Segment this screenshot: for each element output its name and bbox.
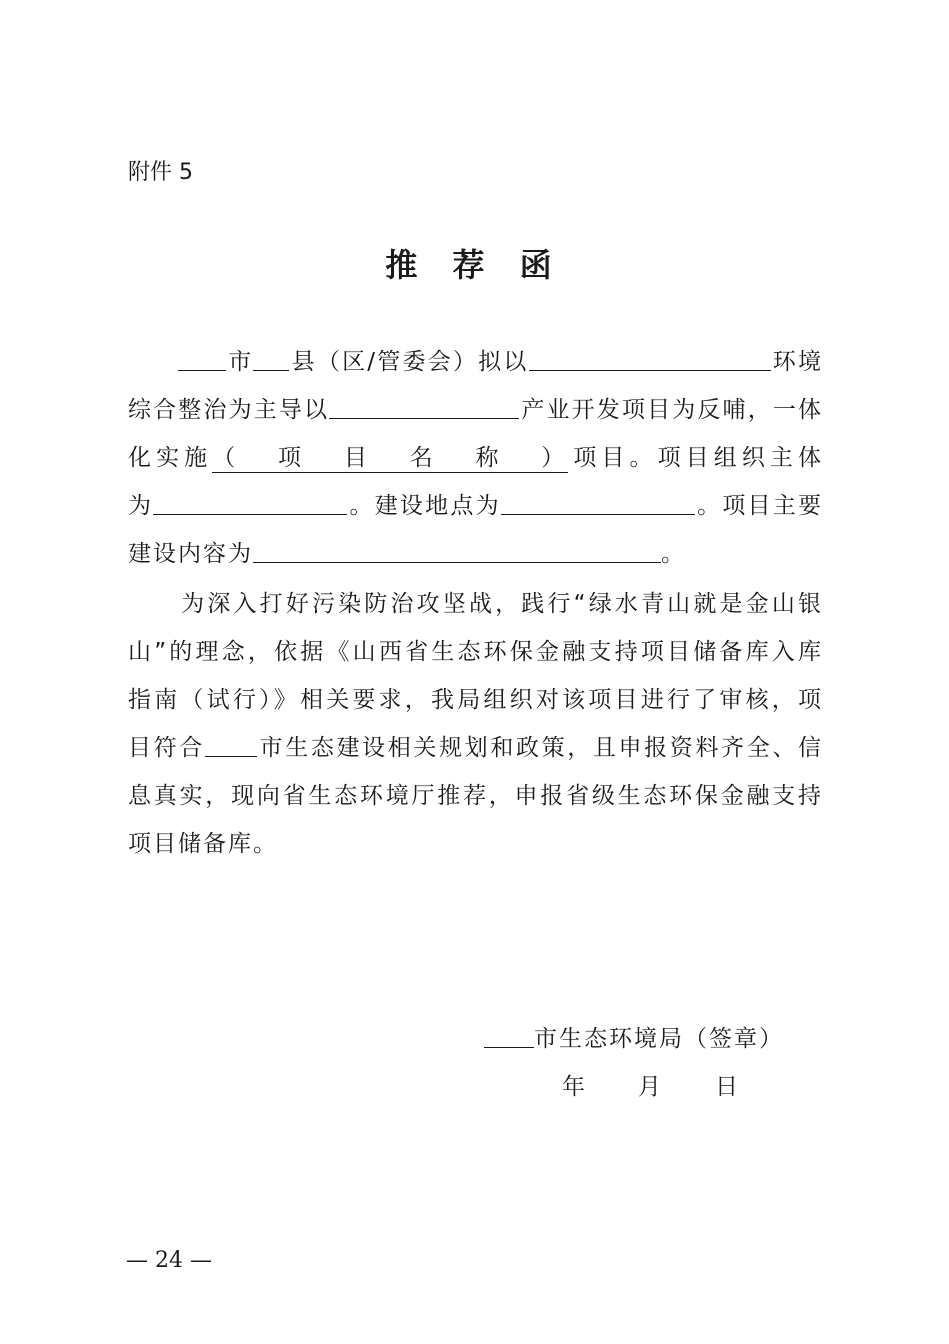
remediation-blank[interactable] <box>529 346 771 371</box>
signature-org-label: 市生态环境局（签章） <box>534 1026 784 1052</box>
paragraph1-line5 <box>128 538 684 570</box>
line-text: 。建设地点为 <box>347 493 501 519</box>
city-blank-2[interactable] <box>205 732 257 757</box>
signature-org <box>484 1020 784 1053</box>
organizer-blank[interactable] <box>153 490 347 515</box>
date-year: 年 <box>562 1074 585 1100</box>
line-text: 为 <box>128 493 154 519</box>
line-text: 建设内容为 <box>128 541 253 567</box>
paragraph1-line2 <box>128 394 821 426</box>
line-text: 综合整治为主导以 <box>128 397 330 423</box>
line-text: 产业开发项目为反哺，一体 <box>519 397 822 423</box>
line-text: 为深入打好污染防治攻坚战，践行“绿水青山就是金山银 <box>178 591 821 617</box>
paragraph2-line5: 息真实，现向省生态环境厅推荐，申报省级生态环保金融支持 <box>128 783 821 809</box>
line-text: 市生态建设相关规划和政策，且申报资料齐全、信 <box>256 735 822 761</box>
paragraph2-line1 <box>128 588 821 620</box>
signature-city-blank[interactable] <box>484 1023 534 1048</box>
content-blank[interactable] <box>253 538 661 563</box>
date-month: 月 <box>638 1074 661 1100</box>
line-text: 。项目主要 <box>694 493 822 519</box>
city-label: 市 <box>226 349 254 375</box>
line-text: 项目。项目组织主体 <box>568 445 822 471</box>
attachment-label: 附件 5 <box>128 160 193 185</box>
page-number: — 24 — <box>126 1248 212 1273</box>
project-name-field[interactable]: （项目名称） <box>212 445 569 471</box>
paragraph1-line3 <box>128 442 821 474</box>
line-text: 化实施 <box>128 445 213 471</box>
line-text: 。 <box>661 541 684 567</box>
industry-blank[interactable] <box>329 394 519 419</box>
city-blank[interactable] <box>178 346 226 371</box>
paragraph2-line3: 指南（试行）》相关要求，我局组织对该项目进行了审核，项 <box>128 687 821 713</box>
paragraph2-line6: 项目储备库。 <box>128 831 278 857</box>
paragraph2-line2: 山”的理念，依据《山西省生态环保金融支持项目储备库入库 <box>128 639 821 665</box>
document-title: 推 荐 函 <box>385 246 564 284</box>
location-blank[interactable] <box>501 490 695 515</box>
line-text: 目符合 <box>128 735 205 761</box>
county-label: 县（区/管委会）拟以 <box>289 349 529 375</box>
paragraph2-line4 <box>128 732 821 764</box>
line-end-text: 环境 <box>770 349 822 375</box>
date-day: 日 <box>715 1074 738 1100</box>
paragraph1-line1 <box>128 346 821 378</box>
county-blank[interactable] <box>253 346 289 371</box>
paragraph1-line4 <box>128 490 821 522</box>
